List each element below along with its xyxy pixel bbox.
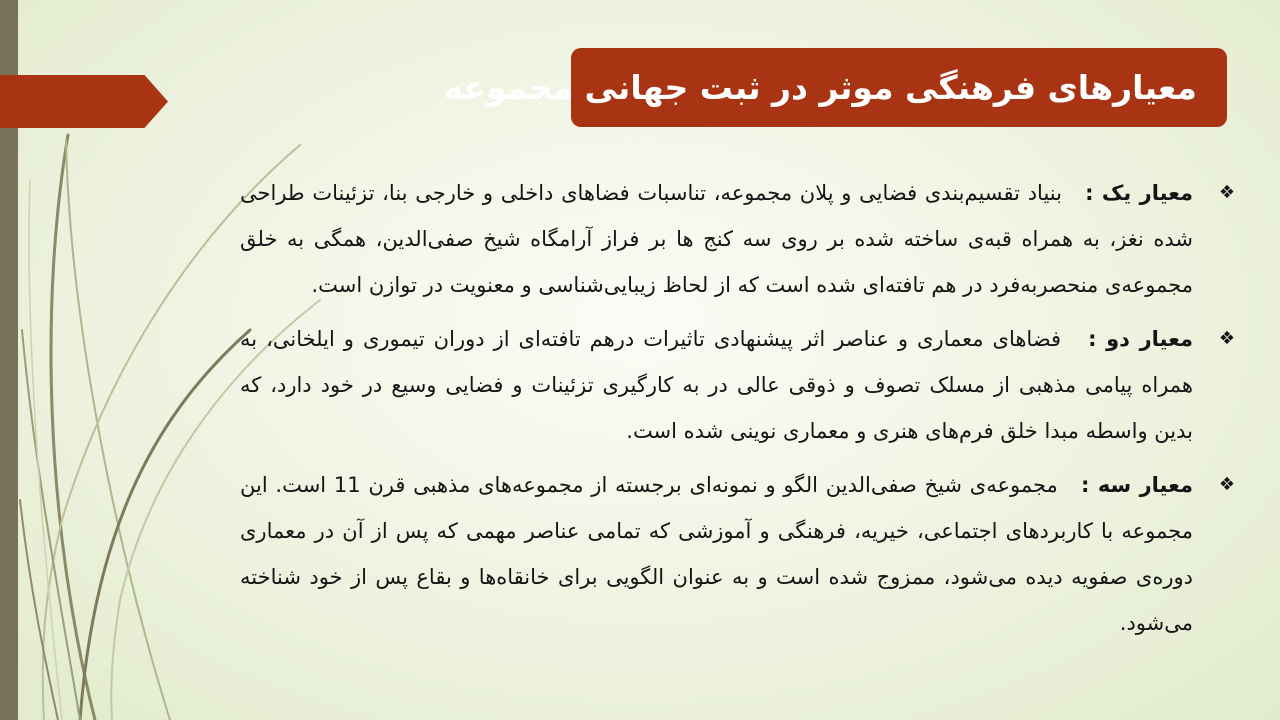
- criterion-text: بنیاد تقسیم‌بندی فضایی و پلان مجموعه، تناسبات فضاهای داخلی و خارجی بنا، تزئینات طراحی شده نغز، به همراه قبه‌ی ساخته شده بر روی سه کنج ها بر فراز آرامگاه شیخ صفی‌الدین، همگی به خلق مجموعه‌ی منحصربه‌فرد در هم تافته‌ای شده است که از لحاظ زیبایی‌شناسی و معنویت در توازن است.: [240, 181, 1193, 297]
- left-arrow-shape: [0, 75, 168, 128]
- list-item: [240, 316, 1235, 454]
- criterion-term: معیار دو :: [1088, 327, 1193, 351]
- criteria-list: [240, 170, 1235, 654]
- diamond-bullet-icon: ❖: [1218, 328, 1235, 349]
- criterion-term: معیار یک :: [1085, 181, 1194, 205]
- title-banner: [443, 48, 1227, 127]
- list-item: [240, 170, 1235, 308]
- criterion-term: معیار سه :: [1081, 473, 1193, 497]
- diamond-bullet-icon: ❖: [1218, 474, 1235, 495]
- criterion-text: فضاهای معماری و عناصر اثر پیشنهادی تاثیرات درهم تافته‌ای از دوران تیموری و ایلخانی، به همراه پیامی مذهبی از مسلک تصوف و ذوقی عالی در به کارگیری تزئینات و فضایی وسیع در خود دارد، که بدین واسطه مبدا خلق فرم‌های هنری و معماری نوینی شده است.: [240, 327, 1193, 443]
- slide-title: معیارهای فرهنگی موثر در ثبت جهانی مجموعه: [443, 68, 1197, 107]
- diamond-bullet-icon: ❖: [1218, 182, 1235, 203]
- criterion-text: مجموعه‌ی شیخ صفی‌الدین الگو و نمونه‌ای برجسته از مجموعه‌های مذهبی قرن 11 است. این مجموعه با کاربردهای اجتماعی، خیریه، فرهنگی و آموزشی که تمامی عناصر مهمی که پس از آن در معماری دوره‌ی صفویه دیده می‌شود، ممزوج شده است و به عنوان الگویی برای خانقاه‌ها و بقاع پس از خود شناخته می‌شود.: [240, 473, 1193, 635]
- list-item: [240, 462, 1235, 646]
